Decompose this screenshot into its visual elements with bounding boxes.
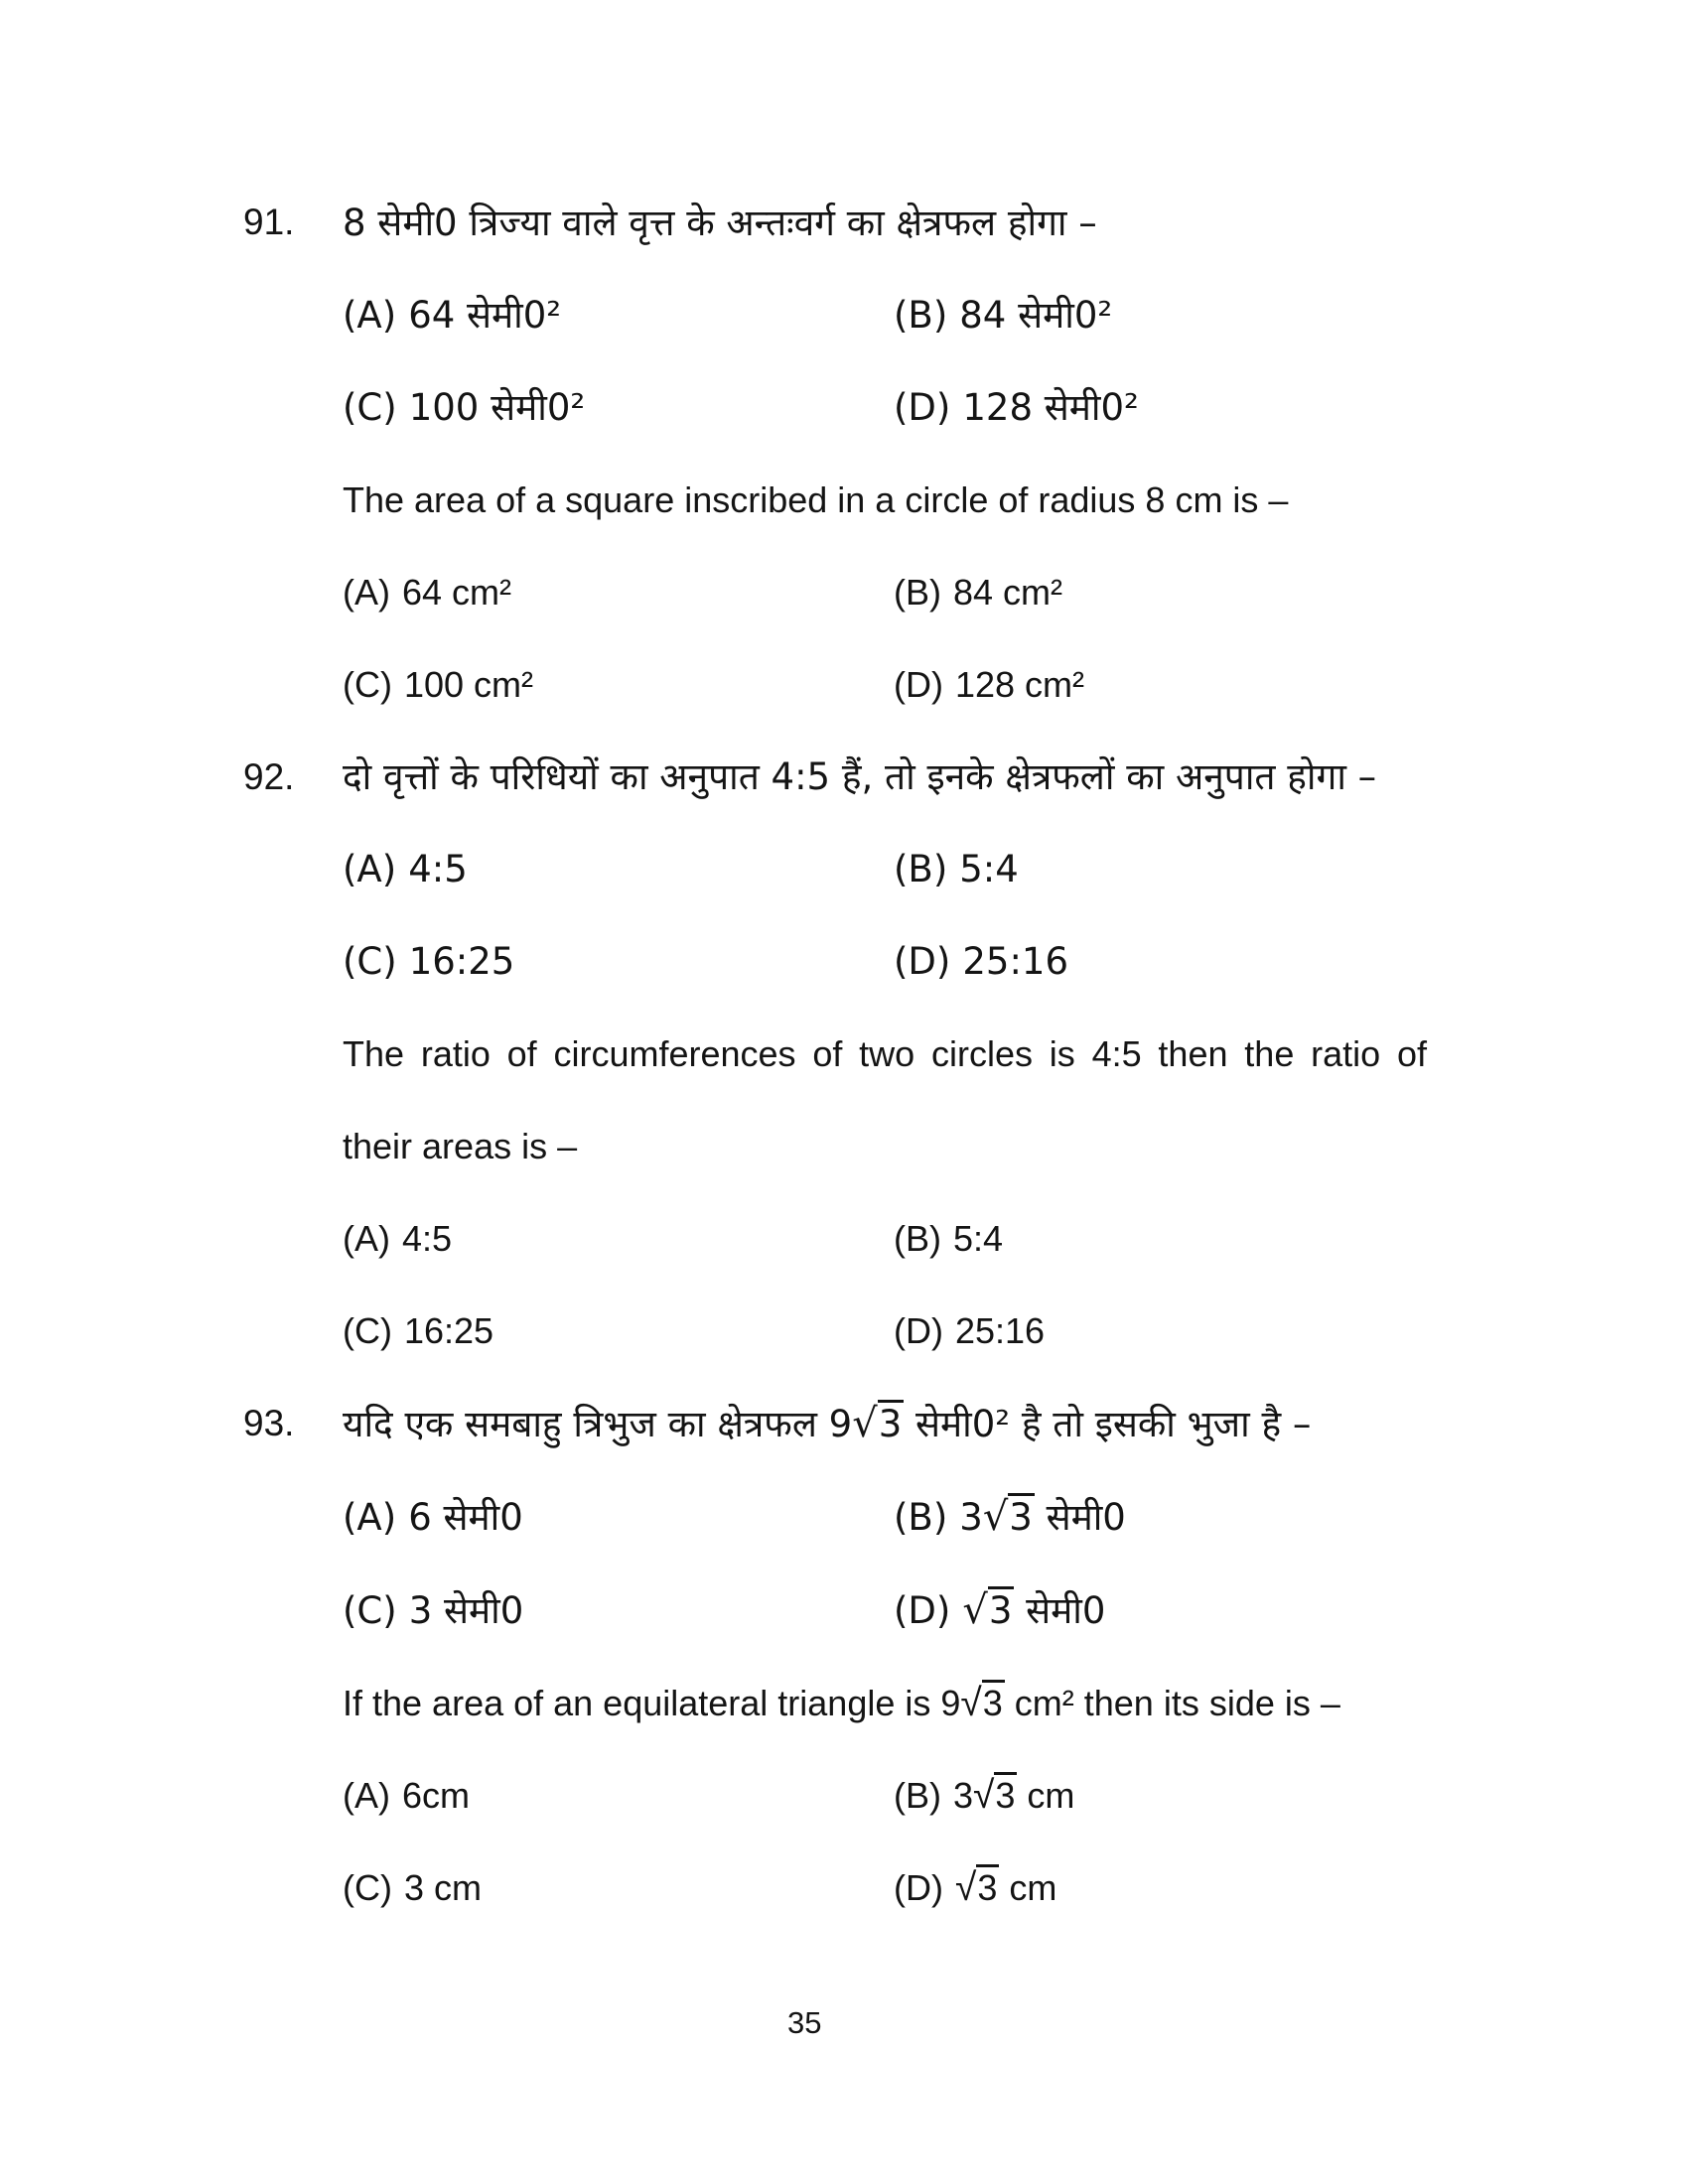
option-93-hi-a <box>343 1494 894 1541</box>
option-label: (D) <box>894 1867 943 1908</box>
option-value: 25:16 <box>962 940 1069 983</box>
option-value: √3 सेमी0 <box>962 1587 1106 1633</box>
option-label: (C) <box>343 940 397 983</box>
sqrt-sign: √ <box>852 1401 878 1446</box>
option-92-hi-b <box>894 847 1019 892</box>
sqrt-radicand: 3 <box>994 1772 1017 1816</box>
option-label: (D) <box>894 940 951 983</box>
option-label: (B) <box>894 1775 941 1816</box>
option-93-hi-c <box>343 1587 894 1634</box>
option-91-hi-a <box>343 293 894 339</box>
question-text-hindi: दो वृत्तों के परिधियों का अनुपात 4:5 हैं, तो इनके क्षेत्रफलों का अनुपात होगा – <box>343 755 1377 798</box>
option-value: 3 सेमी0 <box>408 1589 524 1632</box>
option-value: 5:4 <box>959 848 1019 890</box>
question-number: 91. <box>243 202 295 242</box>
sqrt-sign: √ <box>954 1866 977 1909</box>
option-93-hi-d <box>894 1587 1105 1634</box>
option-value: 6cm <box>402 1775 471 1816</box>
question-text-hindi: 8 सेमी0 त्रिज्या वाले वृत्त के अन्तःवर्ग का क्षेत्रफल होगा – <box>343 202 1097 244</box>
option-92-en-a <box>343 1216 894 1262</box>
option-93-en-a <box>343 1773 894 1819</box>
sqrt-radicand: 3 <box>988 1586 1015 1632</box>
option-value: 3√3 सेमी0 <box>959 1494 1126 1540</box>
option-93-en-b <box>894 1773 1074 1819</box>
option-label: (C) <box>343 1867 392 1908</box>
option-value: 6 सेमी0 <box>408 1496 523 1539</box>
option-label: (A) <box>343 1775 390 1816</box>
option-value: 4:5 <box>402 1218 453 1259</box>
sqrt-radicand: 3 <box>976 1864 999 1908</box>
question-text-english: The area of a square inscribed in a circle of radius 8 cm is – <box>343 479 1289 520</box>
option-value: 128 सेमी0² <box>962 386 1139 429</box>
option-value: 84 cm² <box>953 572 1063 613</box>
option-value: 3 cm <box>403 1867 482 1908</box>
option-label: (B) <box>894 1218 941 1259</box>
option-value: 64 सेमी0² <box>408 294 562 337</box>
option-label: (B) <box>894 848 948 890</box>
question-text-english: If the area of an equilateral triangle is 9√3 cm² then its side is – <box>343 1682 1340 1724</box>
option-93-en-c <box>343 1865 894 1911</box>
question-block-92 <box>243 754 1628 1354</box>
option-value: 100 cm² <box>403 664 534 705</box>
option-value: 16:25 <box>403 1310 494 1351</box>
option-92-en-c <box>343 1308 894 1354</box>
option-label: (D) <box>894 664 943 705</box>
option-label: (D) <box>894 386 951 429</box>
option-value: 100 सेमी0² <box>408 386 586 429</box>
option-label: (A) <box>343 1218 390 1259</box>
option-93-en-d <box>894 1865 1056 1911</box>
option-value: 64 cm² <box>402 572 512 613</box>
question-text-english-line1: The ratio of circumferences of two circles is 4:5 then the ratio of <box>343 1033 1427 1074</box>
sqrt-radicand: 3 <box>878 1400 905 1445</box>
sqrt-radicand: 3 <box>982 1680 1005 1723</box>
option-label: (A) <box>343 572 390 613</box>
question-text-english-line2: their areas is – <box>343 1126 578 1166</box>
option-92-hi-a <box>343 847 894 892</box>
option-value: 84 सेमी0² <box>959 294 1113 337</box>
question-number: 93. <box>243 1403 295 1443</box>
question-text-hindi: यदि एक समबाहु त्रिभुज का क्षेत्रफल 9√3 सेमी0² है तो इसकी भुजा है – <box>343 1401 1312 1446</box>
sqrt-sign: √ <box>982 1494 1009 1540</box>
option-label: (C) <box>343 1589 397 1632</box>
option-label: (A) <box>343 294 397 337</box>
option-label: (A) <box>343 848 397 890</box>
page-number: 35 <box>787 2005 822 2040</box>
option-value: 5:4 <box>953 1218 1004 1259</box>
option-91-en-b <box>894 570 1062 615</box>
question-block-93 <box>243 1401 1628 1911</box>
option-label: (C) <box>343 1310 392 1351</box>
option-value: 4:5 <box>408 848 468 890</box>
option-label: (D) <box>894 1589 951 1632</box>
option-label: (B) <box>894 572 941 613</box>
question-number: 92. <box>243 756 295 797</box>
sqrt-sign: √ <box>973 1774 995 1817</box>
option-92-en-b <box>894 1216 1003 1262</box>
option-label: (A) <box>343 1496 397 1539</box>
option-92-hi-d <box>894 939 1068 985</box>
option-91-hi-b <box>894 293 1112 339</box>
option-label: (D) <box>894 1310 943 1351</box>
option-value: 16:25 <box>408 940 515 983</box>
option-91-en-c <box>343 662 894 708</box>
option-value: 25:16 <box>954 1310 1046 1351</box>
option-value: 3√3 cm <box>953 1774 1075 1817</box>
question-block-91 <box>243 200 1628 708</box>
sqrt-radicand: 3 <box>1008 1493 1035 1539</box>
option-91-hi-c <box>343 385 894 431</box>
option-label: (B) <box>894 294 948 337</box>
option-label: (C) <box>343 386 397 429</box>
option-label: (C) <box>343 664 392 705</box>
option-91-hi-d <box>894 385 1139 431</box>
option-92-en-d <box>894 1308 1045 1354</box>
option-value: √3 cm <box>954 1866 1057 1909</box>
option-91-en-a <box>343 570 894 615</box>
option-93-hi-b <box>894 1494 1126 1541</box>
sqrt-sign: √ <box>960 1682 982 1724</box>
sqrt-sign: √ <box>962 1587 988 1633</box>
option-label: (B) <box>894 1496 948 1539</box>
option-92-hi-c <box>343 939 894 985</box>
option-value: 128 cm² <box>954 664 1085 705</box>
option-91-en-d <box>894 662 1084 708</box>
